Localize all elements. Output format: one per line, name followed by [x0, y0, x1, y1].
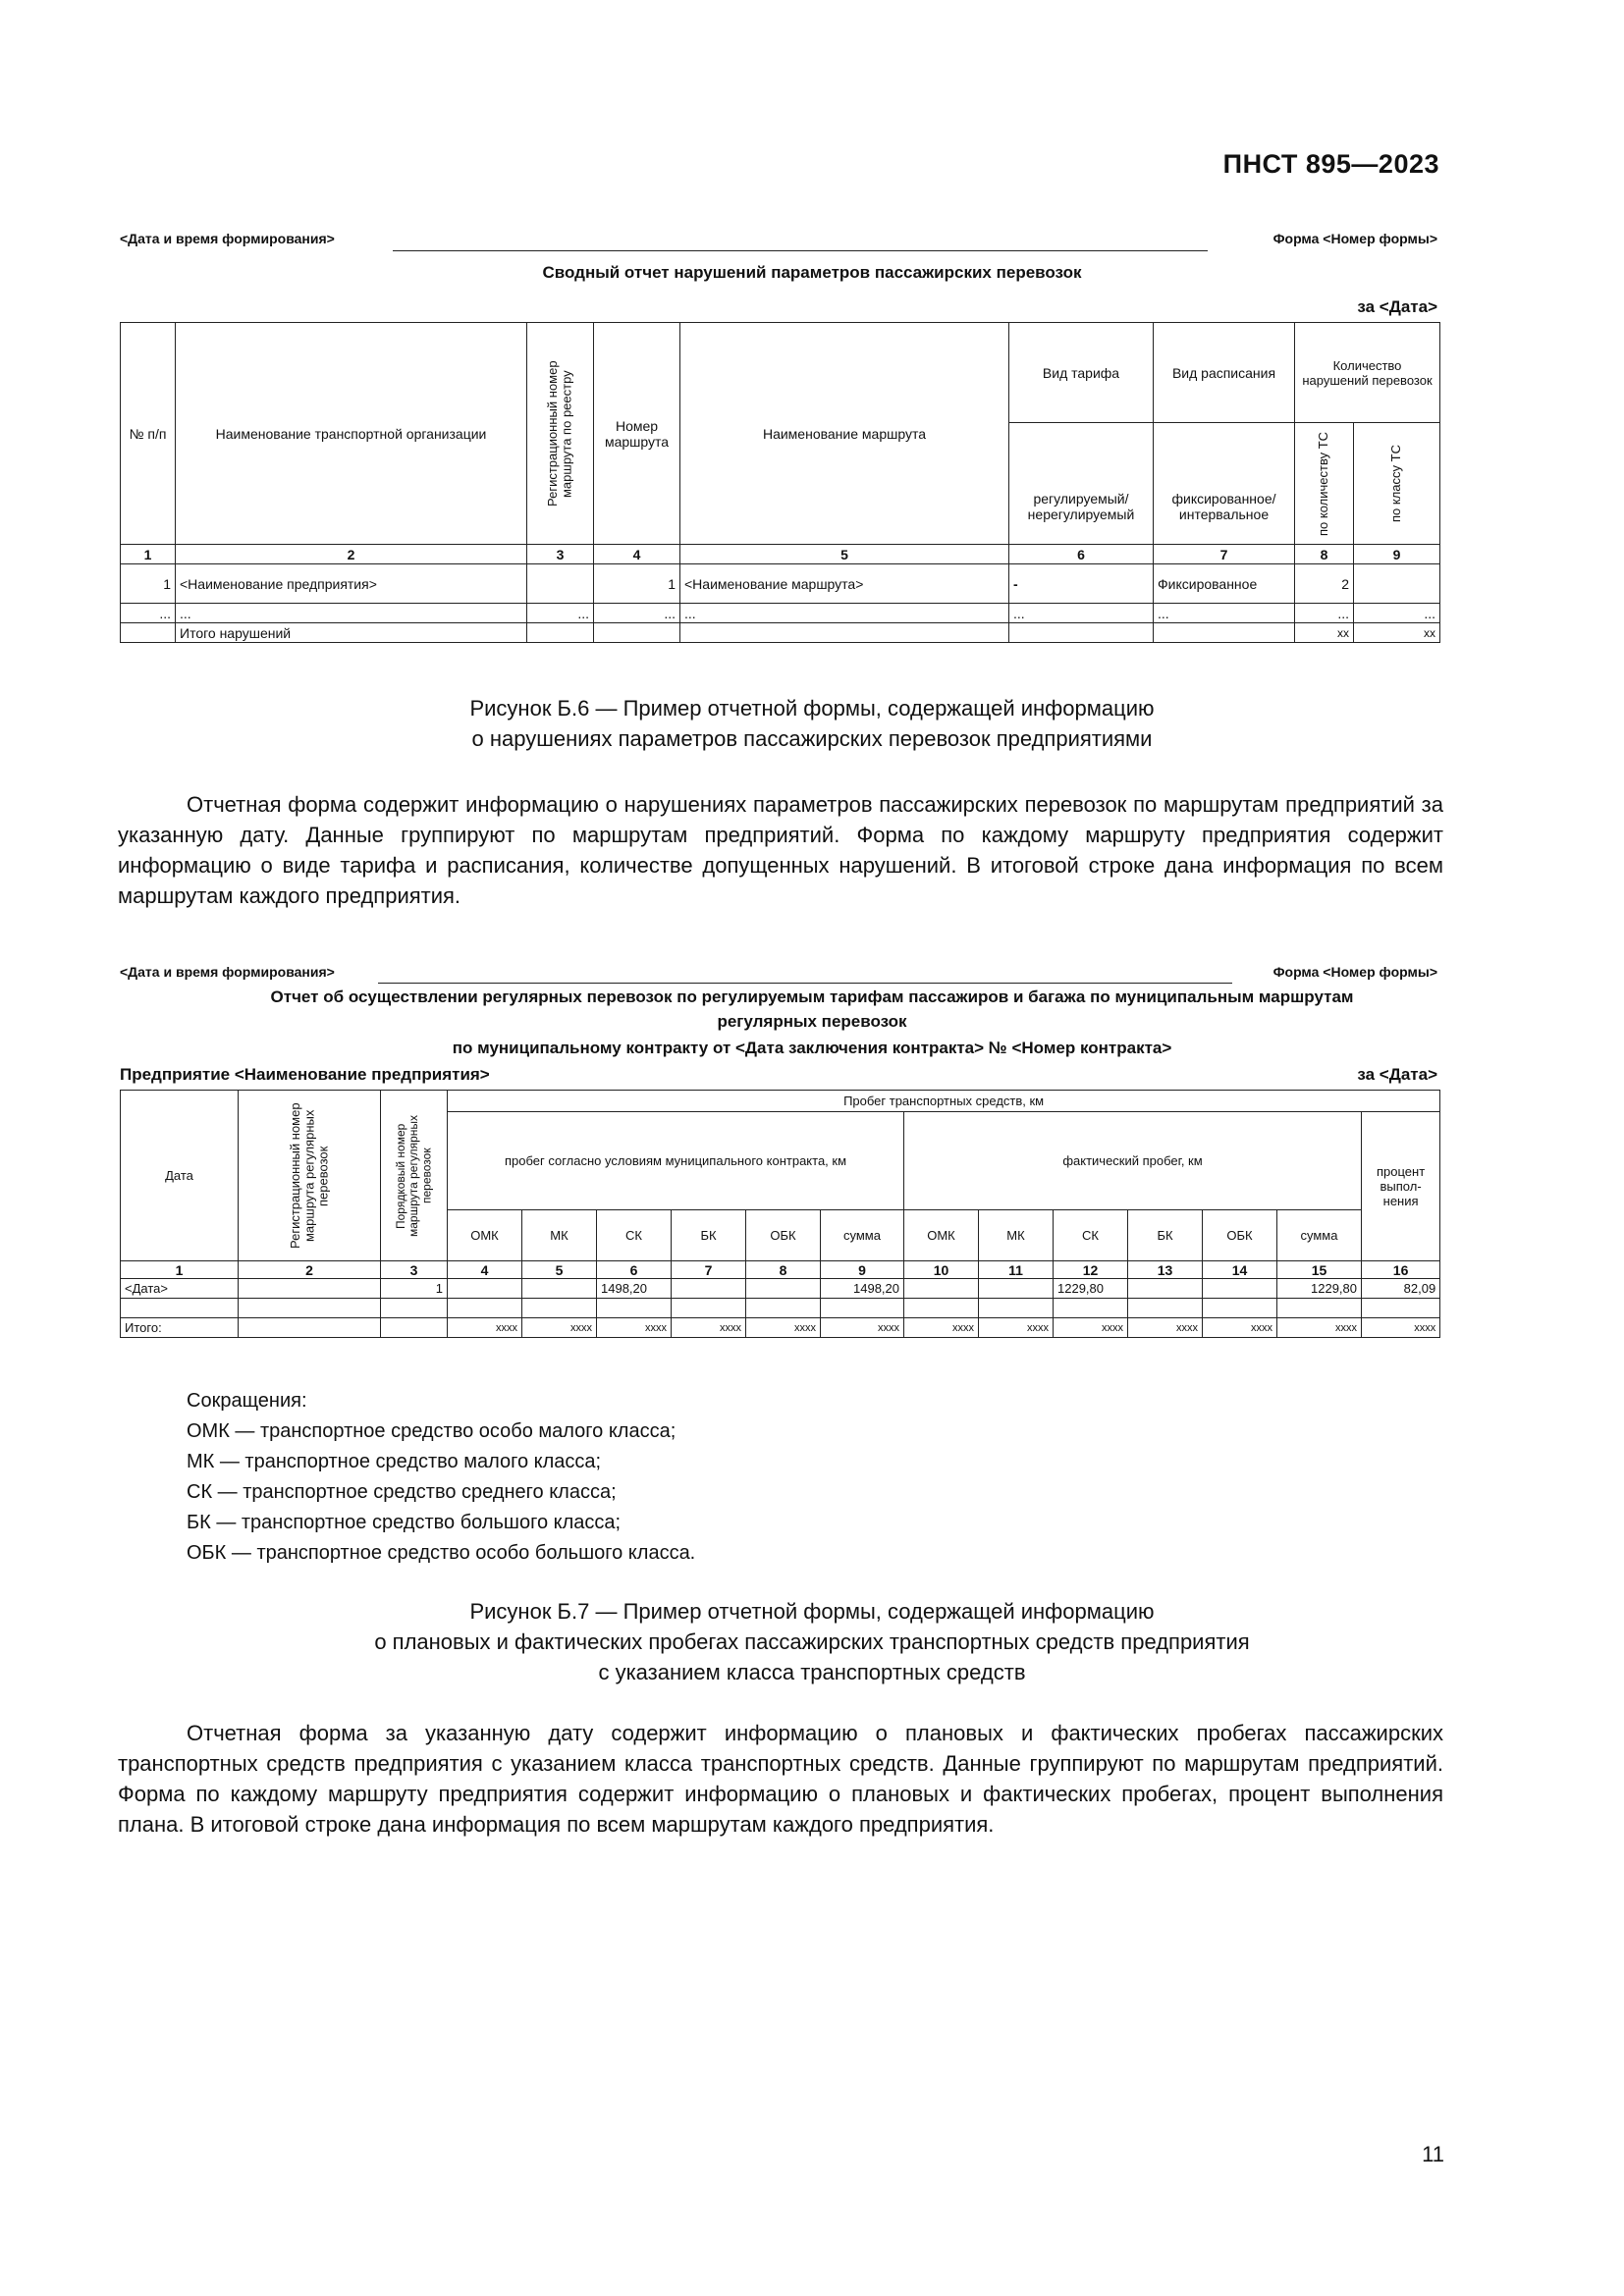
cell-total: xxxx — [1277, 1318, 1362, 1338]
cell-ellipsis: ... — [1295, 604, 1354, 623]
col-number: 6 — [597, 1261, 672, 1279]
cell-org: <Наименование предприятия> — [176, 564, 527, 604]
report-title-line: по муниципальному контракту от <Дата заключения контракта> № <Номер контракта> — [452, 1039, 1172, 1057]
header-class-mk: МК — [522, 1210, 597, 1261]
abbreviations-list — [187, 1386, 695, 1569]
header-class-sum: сумма — [1277, 1210, 1362, 1261]
cell-empty — [594, 623, 680, 643]
cell-total: xxxx — [522, 1318, 597, 1338]
cell-route-no: 1 — [594, 564, 680, 604]
col-number: 1 — [121, 1261, 239, 1279]
header-schedule: Вид расписания — [1154, 323, 1295, 423]
cell-total: xxxx — [1203, 1318, 1277, 1338]
header-seq-text: Порядковый номер маршрута регулярных перевозок — [393, 1114, 434, 1237]
cell-empty — [121, 623, 176, 643]
col-number: 15 — [1277, 1261, 1362, 1279]
col-number: 1 — [121, 545, 176, 564]
abbreviations-title: Сокращения: — [187, 1390, 307, 1412]
cell-empty — [448, 1279, 522, 1299]
header-class-sum: сумма — [821, 1210, 904, 1261]
col-number: 3 — [381, 1261, 448, 1279]
cell-total: xxxx — [597, 1318, 672, 1338]
header-tariff: Вид тарифа — [1009, 323, 1154, 423]
paragraph-text: Отчетная форма за указанную дату содержит информацию о плановых и фактических пробегах пассажирских транспортных средств предприятия с указанием класса транспортных средств. Данные группируют по маршрутам предприятий. Форма по каждому маршруту предприятия содержит информацию о плановых и фактических пробегах, процент выполнения плана. В итоговой строке дана информация по всем маршрутам каждого предприятия. — [118, 1721, 1443, 1837]
col-number: 2 — [239, 1261, 381, 1279]
cell-empty — [381, 1318, 448, 1338]
table-row — [121, 1299, 1440, 1318]
header-class-omk: ОМК — [904, 1210, 979, 1261]
cell-date: <Дата> — [121, 1279, 239, 1299]
table-total-row — [121, 1318, 1440, 1338]
col-number: 7 — [672, 1261, 746, 1279]
cell-ellipsis: ... — [527, 604, 594, 623]
cell-total-label: Итого нарушений — [176, 623, 527, 643]
abbreviation-item: ОМК — транспортное средство особо малого класса; — [187, 1420, 677, 1442]
abbreviation-item: МК — транспортное средство малого класса; — [187, 1451, 602, 1472]
header-route-no: Номер маршрута — [594, 323, 680, 545]
cell-total: xxxx — [672, 1318, 746, 1338]
header-num: № п/п — [121, 323, 176, 545]
col-number: 11 — [979, 1261, 1054, 1279]
abbreviation-item: ОБК — транспортное средство особо большого класса. — [187, 1542, 696, 1564]
cell-actual-sk: 1229,80 — [1054, 1279, 1128, 1299]
cell-planned-sk: 1498,20 — [597, 1279, 672, 1299]
cell-route-name: <Наименование маршрута> — [680, 564, 1009, 604]
page-number: 11 — [1422, 2142, 1444, 2166]
header-actual: фактический пробег, км — [904, 1112, 1362, 1210]
col-number: 14 — [1203, 1261, 1277, 1279]
header-mileage: Пробег транспортных средств, км — [448, 1091, 1440, 1112]
cell-ellipsis: ... — [680, 604, 1009, 623]
cell-total: xxxx — [1054, 1318, 1128, 1338]
abbreviation-item: СК — транспортное средство среднего класса; — [187, 1481, 617, 1503]
caption-line: о нарушениях параметров пассажирских перевозок предприятиями — [471, 726, 1153, 751]
cell-empty — [1354, 564, 1440, 604]
header-class-obk: ОБК — [1203, 1210, 1277, 1261]
cell-num: 1 — [121, 564, 176, 604]
header-class-mk: МК — [979, 1210, 1054, 1261]
violations-table — [120, 322, 1440, 643]
header-reg — [239, 1091, 381, 1261]
figure-caption-b7 — [0, 1596, 1624, 1687]
mileage-table — [120, 1090, 1440, 1338]
cell-total: xxxx — [1128, 1318, 1203, 1338]
col-number: 5 — [522, 1261, 597, 1279]
cell-empty — [1009, 623, 1154, 643]
report-title-line: регулярных перевозок — [717, 1012, 907, 1031]
header-class-bk: БК — [672, 1210, 746, 1261]
col-number: 12 — [1054, 1261, 1128, 1279]
cell-percent: 82,09 — [1362, 1279, 1440, 1299]
header-reg — [527, 323, 594, 545]
header-route-name: Наименование маршрута — [680, 323, 1009, 545]
fill-line — [378, 983, 1232, 984]
cell-ellipsis: ... — [594, 604, 680, 623]
cell-empty — [1128, 1279, 1203, 1299]
header-seq — [381, 1091, 448, 1261]
figure-caption-b6 — [0, 693, 1624, 754]
header-percent: процент выпол-нения — [1362, 1112, 1440, 1261]
table-row — [121, 604, 1440, 623]
cell-empty — [239, 1318, 381, 1338]
cell-empty — [680, 623, 1009, 643]
table-total-row — [121, 623, 1440, 643]
cell-ellipsis: ... — [121, 604, 176, 623]
report-title: Сводный отчет нарушений параметров пассажирских перевозок — [542, 263, 1082, 282]
header-class-sk: СК — [1054, 1210, 1128, 1261]
caption-line: о плановых и фактических пробегах пассажирских транспортных средств предприятия — [374, 1629, 1250, 1654]
cell-empty — [527, 564, 594, 604]
cell-empty — [1154, 623, 1295, 643]
report-date: за <Дата> — [1357, 1065, 1437, 1084]
col-number: 4 — [594, 545, 680, 564]
cell-total: xxxx — [979, 1318, 1054, 1338]
header-class-bk: БК — [1128, 1210, 1203, 1261]
col-number: 6 — [1009, 545, 1154, 564]
header-reg-text: Регистрационный номер маршрута по реестру — [545, 360, 574, 507]
header-by-count — [1295, 423, 1354, 545]
datetime-label: <Дата и время формирования> — [120, 231, 335, 246]
cell-ellipsis: ... — [1009, 604, 1154, 623]
cell-ellipsis: ... — [1154, 604, 1295, 623]
caption-line: с указанием класса транспортных средств — [598, 1660, 1026, 1684]
col-number: 8 — [746, 1261, 821, 1279]
cell-total: xxxx — [821, 1318, 904, 1338]
header-violations: Количество нарушений перевозок — [1295, 323, 1440, 423]
cell-total-label: Итого: — [121, 1318, 239, 1338]
cell-empty — [746, 1279, 821, 1299]
form-label: Форма <Номер формы> — [1272, 964, 1437, 980]
cell-total-count: xx — [1295, 623, 1354, 643]
header-by-class-text: по классу ТС — [1388, 445, 1404, 522]
header-by-count-text: по количеству ТС — [1316, 431, 1331, 536]
paragraph-text: Отчетная форма содержит информацию о нарушениях параметров пассажирских перевозок по маршрутам предприятий за указанную дату. Данные группируют по маршрутам предприятий. Форма по каждому маршруту предприятия содержит информацию о виде тарифа и расписания, количестве допущенных нарушений. В итоговой строке дана информация по всем маршрутам каждого предприятия. — [118, 792, 1443, 908]
header-by-class — [1354, 423, 1440, 545]
abbreviation-item: БК — транспортное средство большого класса; — [187, 1512, 622, 1533]
header-class-obk: ОБК — [746, 1210, 821, 1261]
col-number: 9 — [821, 1261, 904, 1279]
cell-ellipsis: ... — [1354, 604, 1440, 623]
header-date: Дата — [121, 1091, 239, 1261]
report-title-line: Отчет об осуществлении регулярных перевозок по регулируемым тарифам пассажиров и багажа по муниципальным маршрутам — [270, 988, 1354, 1006]
col-number: 2 — [176, 545, 527, 564]
cell-total-class: xx — [1354, 623, 1440, 643]
cell-empty — [979, 1279, 1054, 1299]
header-class-sk: СК — [597, 1210, 672, 1261]
cell-empty — [1203, 1279, 1277, 1299]
col-number: 10 — [904, 1261, 979, 1279]
form-label: Форма <Номер формы> — [1272, 231, 1437, 246]
cell-total: xxxx — [746, 1318, 821, 1338]
enterprise-label: Предприятие <Наименование предприятия> — [120, 1065, 490, 1084]
col-number: 4 — [448, 1261, 522, 1279]
cell-total: xxxx — [904, 1318, 979, 1338]
table-row — [121, 1279, 1440, 1299]
document-id: ПНСТ 895—2023 — [1222, 149, 1439, 179]
cell-empty — [904, 1279, 979, 1299]
caption-line: Рисунок Б.6 — Пример отчетной формы, содержащей информацию — [469, 696, 1155, 721]
paragraph-1 — [118, 789, 1443, 911]
report-date: за <Дата> — [1357, 297, 1437, 316]
header-planned: пробег согласно условиям муниципального контракта, км — [448, 1112, 904, 1210]
col-number: 5 — [680, 545, 1009, 564]
cell-planned-sum: 1498,20 — [821, 1279, 904, 1299]
cell-tariff: - — [1009, 564, 1154, 604]
caption-line: Рисунок Б.7 — Пример отчетной формы, содержащей информацию — [469, 1599, 1155, 1624]
datetime-label: <Дата и время формирования> — [120, 964, 335, 980]
col-number: 7 — [1154, 545, 1295, 564]
cell-total: xxxx — [448, 1318, 522, 1338]
cell-empty — [239, 1279, 381, 1299]
table-row — [121, 564, 1440, 604]
paragraph-2 — [118, 1718, 1443, 1840]
cell-total: xxxx — [1362, 1318, 1440, 1338]
header-org: Наименование транспортной организации — [176, 323, 527, 545]
col-number: 3 — [527, 545, 594, 564]
header-reg-text: Регистрационный номер маршрута регулярных перевозок — [287, 1102, 331, 1249]
col-number: 16 — [1362, 1261, 1440, 1279]
cell-schedule: Фиксированное — [1154, 564, 1295, 604]
cell-count: 2 — [1295, 564, 1354, 604]
col-number: 13 — [1128, 1261, 1203, 1279]
cell-empty — [672, 1279, 746, 1299]
cell-seq: 1 — [381, 1279, 448, 1299]
col-number: 9 — [1354, 545, 1440, 564]
cell-empty — [527, 623, 594, 643]
header-tariff-sub: регулируемый/ нерегулируемый — [1009, 423, 1154, 545]
fill-line — [393, 250, 1208, 251]
cell-empty — [522, 1279, 597, 1299]
cell-actual-sum: 1229,80 — [1277, 1279, 1362, 1299]
cell-ellipsis: ... — [176, 604, 527, 623]
col-number: 8 — [1295, 545, 1354, 564]
header-schedule-sub: фиксированное/ интервальное — [1154, 423, 1295, 545]
header-class-omk: ОМК — [448, 1210, 522, 1261]
